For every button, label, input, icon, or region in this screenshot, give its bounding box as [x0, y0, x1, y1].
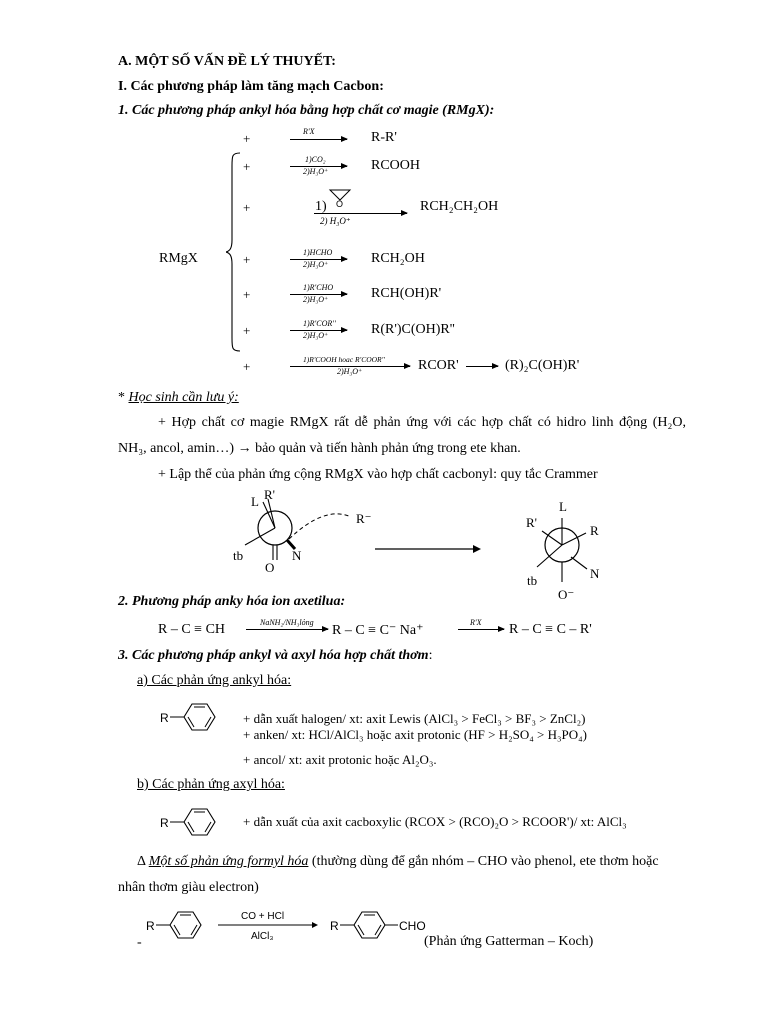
newman-left — [233, 487, 372, 575]
note-star: * — [118, 390, 129, 405]
section-2-title: 2. Phương pháp anky hóa ion axetilua: — [118, 594, 346, 609]
plus-sign: + — [243, 359, 251, 374]
section-3-title — [118, 648, 432, 664]
reagent-above: R'X — [303, 127, 315, 136]
reagent-above: 1) — [315, 199, 327, 214]
product: RCOR' — [418, 358, 459, 373]
ring-r-label: R — [146, 919, 155, 933]
label-L: L — [251, 494, 259, 509]
plus-sign: + — [243, 159, 251, 174]
crammer-diagram — [225, 485, 625, 605]
gk-reagent-below: AlCl₃ — [251, 931, 274, 942]
alkylation-item-1: + dẫn xuất halogen/ xt: axit Lewis (AlCl₃ > FeCl₃ > BF₃ > ZnCl₂) — [243, 711, 586, 726]
product: R(R')C(OH)R'' — [371, 322, 455, 337]
benzene-ring-icon — [158, 698, 218, 738]
heading-a: A. MỘT SỐ VẤN ĐỀ LÝ THUYẾT: — [118, 54, 336, 69]
heading-i: I. Các phương pháp làm tăng mạch Cacbon: — [118, 79, 384, 94]
product: RCH₂CH₂OH — [420, 199, 499, 214]
product: RCOOH — [371, 158, 421, 173]
gk-reagent-above: CO + HCl — [241, 911, 285, 922]
section-3-colon: : — [428, 648, 433, 663]
alkylation-item-3: + ancol/ xt: axit protonic hoặc Al₂O₃. — [243, 752, 437, 767]
epoxide-oxygen: O — [336, 199, 344, 209]
sub-b-title: b) Các phản ứng axyl hóa: — [137, 777, 285, 792]
reagent-below: 2)H₃O⁺ — [303, 295, 329, 304]
plus-sign: + — [243, 131, 251, 146]
note-1-line-1: + Hợp chất cơ magie RMgX rất dễ phản ứng với các hợp chất có hidro linh động (H₂O, — [158, 415, 686, 430]
reagent-below: 2)H₃O⁺ — [337, 367, 363, 376]
plus-sign: + — [243, 323, 251, 338]
label-tb: tb — [527, 573, 538, 588]
rmgx-label: RMgX — [159, 251, 198, 266]
formyl-line-2: nhân thơm giàu electron) — [118, 880, 259, 895]
label-R-prime: R' — [264, 487, 276, 502]
benzene-ring-icon — [158, 803, 218, 843]
note-title: Học sinh cần lưu ý: — [128, 390, 239, 405]
plus-sign: + — [243, 200, 251, 215]
gk-product-cho: CHO — [399, 919, 426, 933]
reagent-below: 2)H₃O⁺ — [303, 167, 329, 176]
formyl-line-1 — [137, 854, 659, 870]
acetylene-reagent: NaNH₂/NH₃lỏng — [260, 618, 314, 627]
formyl-title: Một số phản ứng formyl hóa — [148, 854, 309, 869]
reagent-below: 2) H₃O⁺ — [320, 216, 351, 226]
section-1-title: 1. Các phương pháp ankyl hóa bằng hợp chất cơ magie (RMgX): — [118, 103, 495, 118]
label-L: L — [559, 499, 567, 514]
note-1-line-2: NH₃, ancol, amin…) → bảo quản và tiến hành phản ứng trong ete khan. — [118, 441, 521, 456]
newman-right — [526, 499, 600, 602]
product-2: (R)₂C(OH)R' — [505, 358, 580, 373]
product: RCH(OH)R' — [371, 286, 442, 301]
plus-sign: + — [243, 287, 251, 302]
acetylene-arrow-2 — [458, 629, 504, 630]
acetylene-end: R – C ≡ C – R' — [509, 622, 592, 637]
reagent-above: 1)CO₂ — [305, 155, 326, 164]
reagent-above: 1)R'COR'' — [303, 319, 336, 328]
reagent-above: 1)HCHO — [303, 248, 333, 257]
label-N: N — [292, 548, 302, 563]
ring-r-label: R — [330, 919, 339, 933]
note-heading — [118, 390, 239, 406]
note-2: + Lập thể của phản ứng cộng RMgX vào hợp chất cacbonyl: quy tắc Crammer — [158, 467, 598, 482]
label-O-minus: O⁻ — [558, 587, 575, 602]
reagent-above: 1)R'COOH hoac R'COOR'' — [303, 355, 385, 364]
section-3-text: 3. Các phương pháp ankyl và axyl hóa hợp chất thơm — [118, 648, 429, 663]
label-O: O — [265, 560, 275, 575]
acetylene-start: R – C ≡ CH — [158, 622, 226, 637]
reaction-arrow — [314, 213, 407, 214]
acylation-item: + dẫn xuất của axit cacboxylic (RCOX > (RCO)₂O > RCOOR')/ xt: AlCl₃ — [243, 814, 627, 829]
formyl-rest-1: (thường dùng để gắn nhóm – CHO vào phenol, ete thơm hoặc — [308, 854, 659, 869]
label-R-minus: R⁻ — [356, 511, 372, 526]
delta-symbol: Δ — [137, 854, 149, 869]
ring-r-label: R — [160, 816, 169, 830]
label-tb: tb — [233, 548, 244, 563]
gk-reaction-name: (Phản ứng Gatterman – Koch) — [424, 934, 594, 949]
reagent-above: 1)R'CHO — [303, 283, 334, 292]
ring-r-label: R — [160, 711, 169, 725]
label-N: N — [590, 566, 600, 581]
gk-dash: - — [137, 935, 142, 950]
acetylene-reagent-2: R'X — [470, 618, 482, 627]
product: RCH₂OH — [371, 251, 425, 266]
label-R: R — [590, 523, 599, 538]
reagent-below: 2)H₃O⁺ — [303, 260, 329, 269]
sub-a-title: a) Các phản ứng ankyl hóa: — [137, 673, 292, 688]
curly-brace — [226, 152, 242, 352]
product: R-R' — [371, 130, 397, 145]
plus-sign: + — [243, 252, 251, 267]
reaction-arrow-2 — [466, 366, 498, 367]
acetylide: R – C ≡ C⁻ Na⁺ — [332, 623, 424, 638]
alkylation-item-2: + anken/ xt: HCl/AlCl₃ hoặc axit protonic (HF > H₂SO₄ > H₃PO₄) — [243, 727, 587, 742]
gatterman-koch-scheme — [140, 905, 440, 949]
reaction-arrow — [290, 139, 347, 140]
label-R-prime: R' — [526, 515, 538, 530]
reagent-below: 2)H₃O⁺ — [303, 331, 329, 340]
acetylene-arrow — [246, 629, 328, 630]
